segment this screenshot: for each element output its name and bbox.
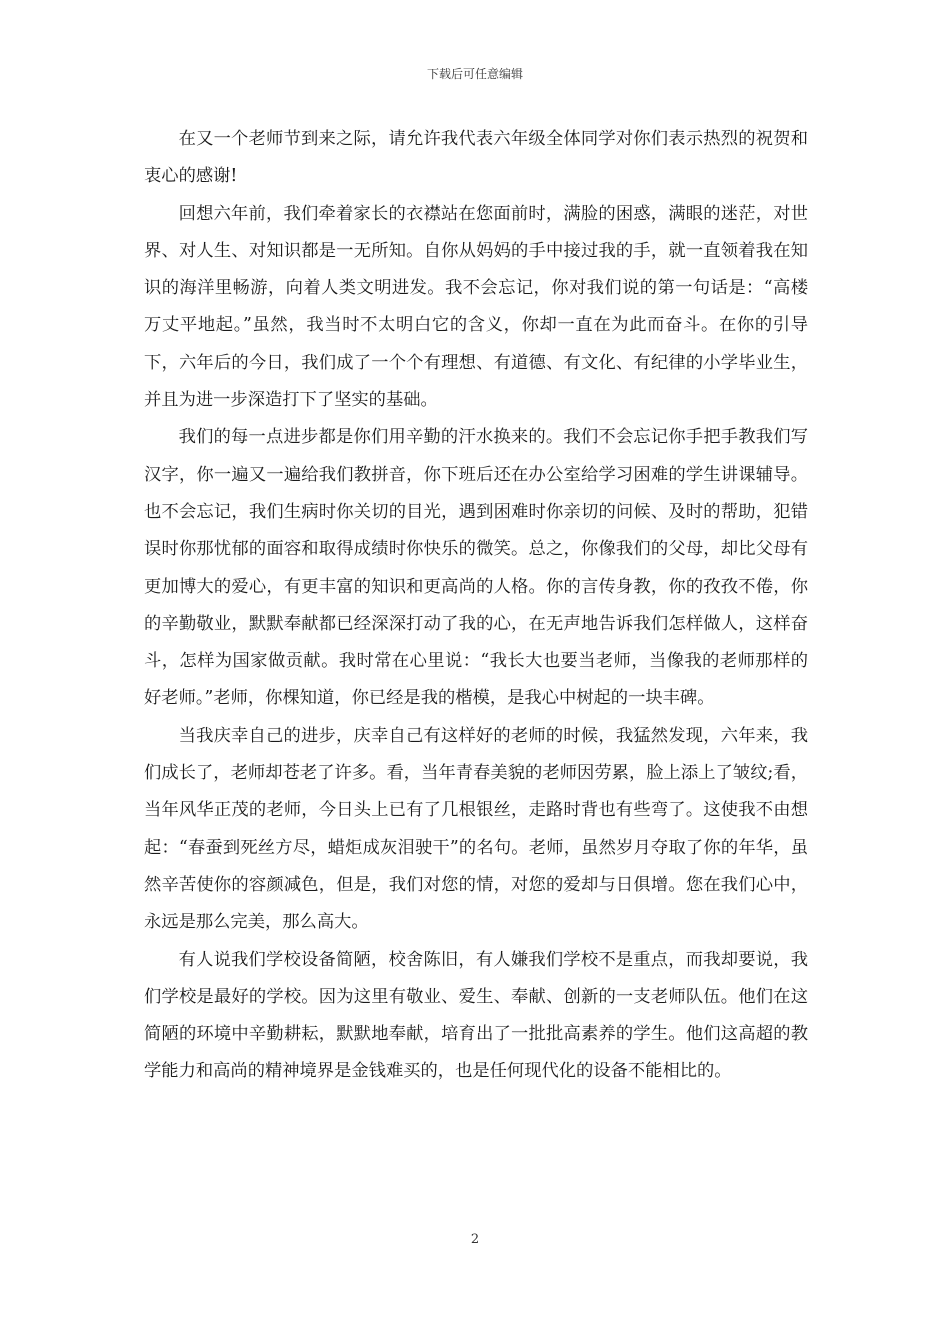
paragraph-4: 当我庆幸自己的进步，庆幸自己有这样好的老师的时候，我猛然发现，六年来，我们成长了，老师却苍老了许多。看，当年青春美貌的老师因劳累，脸上添上了皱纹;看，当年风华正茂的老师，今日头上已有了几根银丝，走路时背也有些弯了。这使我不由想起：“春蚕到死丝方尽，蜡炬成灰泪驶干”的名句。老师，虽然岁月夺取了你的年华，虽然辛苦使你的容颜减色，但是，我们对您的情，对您的爱却与日俱增。您在我们心中，永远是那么完美，那么高大。 [144, 725, 808, 933]
page-number: 2 [470, 1232, 480, 1247]
paragraph-2: 回想六年前，我们牵着家长的衣襟站在您面前时，满脸的困惑，满眼的迷茫，对世界、对人生、对知识都是一无所知。自你从妈妈的手中接过我的手，就一直领着我在知识的海洋里畅游，向着人类文明进发。我不会忘记，你对我们说的第一句话是：“高楼万丈平地起。”虽然，我当时不太明白它的含义，你却一直在为此而奋斗。在你的引导下，六年后的今日，我们成了一个个有理想、有道德、有文化、有纪律的小学毕业生，并且为进一步深造打下了坚实的基础。 [144, 203, 808, 411]
paragraph-1: 在又一个老师节到来之际，请允许我代表六年级全体同学对你们表示热烈的祝贺和衷心的感谢! [144, 129, 808, 187]
paragraph-3: 我们的每一点进步都是你们用辛勤的汗水换来的。我们不会忘记你手把手教我们写汉字，你一遍又一遍给我们教拼音，你下班后还在办公室给学习困难的学生讲课辅导。也不会忘记，我们生病时你关切的目光，遇到困难时你亲切的问候、及时的帮助，犯错误时你那忧郁的面容和取得成绩时你快乐的微笑。总之，你像我们的父母，却比父母有更加博大的爱心，有更丰富的知识和更高尚的人格。你的言传身教，你的孜孜不倦，你的辛勤敬业，默默奉献都已经深深打动了我的心，在无声地告诉我们怎样做人，这样奋斗，怎样为国家做贡献。我时常在心里说：“我长大也要当老师，当像我的老师那样的好老师。”老师，你棵知道，你已经是我的楷模，是我心中树起的一块丰碑。 [144, 427, 808, 709]
page-header: 下载后可任意编辑 [426, 67, 523, 81]
document-body [144, 121, 808, 1091]
paragraph-5: 有人说我们学校设备简陋，校舍陈旧，有人嫌我们学校不是重点，而我却要说，我们学校是最好的学校。因为这里有敬业、爱生、奉献、创新的一支老师队伍。他们在这简陋的环境中辛勤耕耘，默默地奉献，培育出了一批批高素养的学生。他们这高超的教学能力和高尚的精神境界是金钱难买的，也是任何现代化的设备不能相比的。 [144, 949, 808, 1082]
